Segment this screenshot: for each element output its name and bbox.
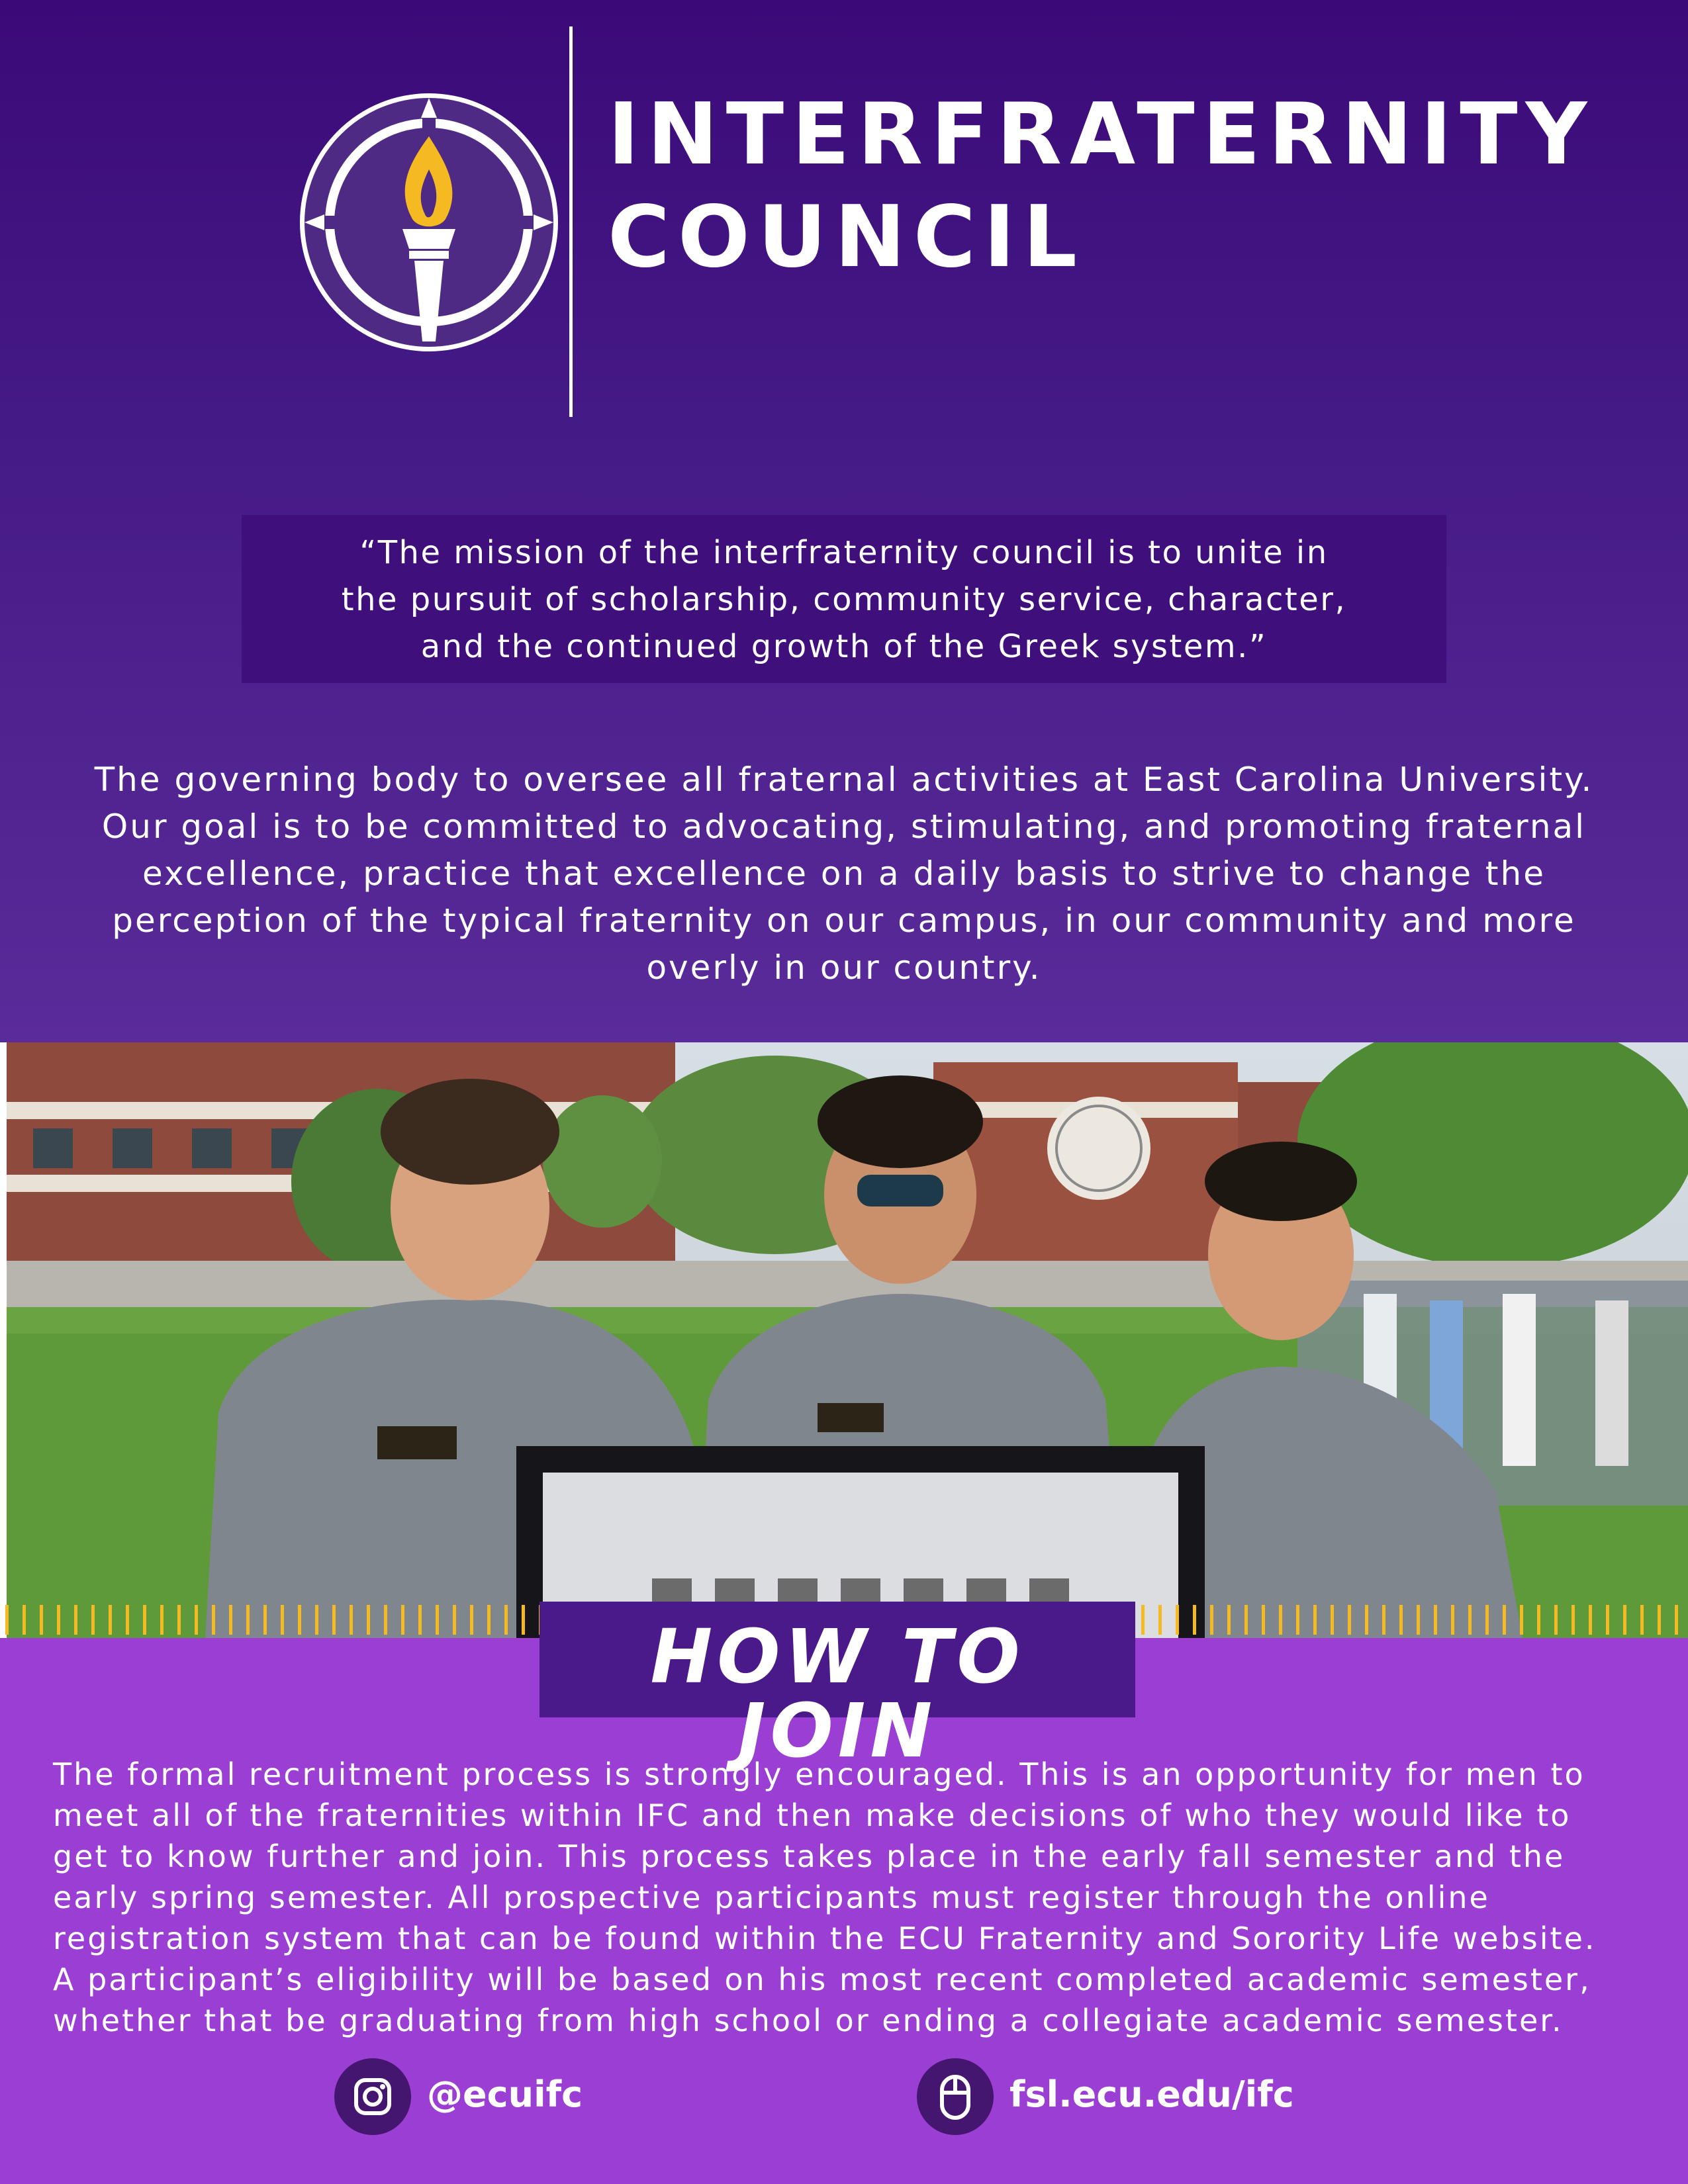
website-link[interactable]: fsl.ecu.edu/ifc (1009, 2073, 1294, 2115)
gold-tick (1176, 1605, 1179, 1635)
header-divider (569, 26, 573, 417)
gold-tick (1348, 1605, 1351, 1635)
mission-quote: “The mission of the interfraternity council is to unite in the pursuit of scholarship, community service, character, and the continued growth of the Greek system.” (341, 534, 1347, 665)
gold-tick (1451, 1605, 1454, 1635)
gold-tick (1606, 1605, 1609, 1635)
gold-tick (1537, 1605, 1540, 1635)
gold-tick (1520, 1605, 1523, 1635)
gold-tick (1554, 1605, 1558, 1635)
gold-tick (1623, 1605, 1626, 1635)
gold-tick (1468, 1605, 1472, 1635)
gold-tick (436, 1605, 439, 1635)
gold-tick (160, 1605, 164, 1635)
join-heading: HOW TO JOIN (650, 1614, 1025, 1774)
gold-tick (1296, 1605, 1299, 1635)
join-heading-box (539, 1602, 1135, 1774)
gold-tick (1485, 1605, 1489, 1635)
gold-tick (177, 1605, 181, 1635)
gold-tick (1399, 1605, 1403, 1635)
gold-tick (367, 1605, 370, 1635)
gold-tick (74, 1605, 77, 1635)
about-paragraph: The governing body to oversee all fraternal activities at East Carolina University. Our goal is to be committed to advocating, stimulating, and promoting fraternal excellence, practice that excellence on a daily basis to strive to change the perception of the typical fraternity on our campus, in our community and more overly in our country. (94, 760, 1594, 987)
gold-tick (453, 1605, 456, 1635)
gold-tick (126, 1605, 129, 1635)
gold-tick (1210, 1605, 1213, 1635)
gold-tick (418, 1605, 422, 1635)
gold-tick (1227, 1605, 1231, 1635)
gold-tick (1589, 1605, 1592, 1635)
gold-tick (195, 1605, 198, 1635)
gold-tick (57, 1605, 60, 1635)
gold-tick (1382, 1605, 1385, 1635)
group-photo (7, 1042, 1688, 1638)
gold-tick (143, 1605, 146, 1635)
title-line-1: INTERFRATERNITY (608, 85, 1595, 184)
gold-tick (1640, 1605, 1644, 1635)
gold-tick (212, 1605, 215, 1635)
gold-tick (384, 1605, 387, 1635)
gold-tick (522, 1605, 525, 1635)
gold-tick (40, 1605, 43, 1635)
gold-tick (1658, 1605, 1661, 1635)
gold-tick (229, 1605, 232, 1635)
gold-tick (1158, 1605, 1162, 1635)
mission-box (242, 515, 1446, 683)
gold-tick (109, 1605, 112, 1635)
gold-tick (1244, 1605, 1248, 1635)
gold-tick (246, 1605, 250, 1635)
gold-tick (487, 1605, 491, 1635)
join-paragraph: The formal recruitment process is strongly encouraged. This is an opportunity for men to meet all of the fraternities within IFC and then make decisions of who they would like to get to know further and join. This process takes place in the early fall semester and the early spring semester. All prospective participants must register through the online registration system that can be found within the ECU Fraternity and Sorority Life website. A participant’s eligibility will be based on his most recent completed academic semester, whether that be graduating from high school or ending a collegiate academic semester. (53, 1756, 1597, 2038)
gold-tick (1417, 1605, 1420, 1635)
gold-tick (401, 1605, 404, 1635)
gold-tick (504, 1605, 508, 1635)
gold-tick (1503, 1605, 1506, 1635)
gold-tick (350, 1605, 353, 1635)
mouse-icon[interactable] (917, 2058, 994, 2135)
gold-tick (1141, 1605, 1145, 1635)
instagram-handle[interactable]: @ecuifc (427, 2073, 583, 2115)
gold-tick (315, 1605, 318, 1635)
gold-tick (5, 1605, 9, 1635)
instagram-icon[interactable] (334, 2058, 411, 2135)
gold-tick (1262, 1605, 1265, 1635)
gold-tick (1331, 1605, 1334, 1635)
gold-tick (23, 1605, 26, 1635)
gold-tick (1571, 1605, 1575, 1635)
gold-tick (263, 1605, 267, 1635)
gold-tick (470, 1605, 473, 1635)
gold-tick (1313, 1605, 1317, 1635)
gold-tick (1193, 1605, 1196, 1635)
gold-tick (91, 1605, 95, 1635)
gold-tick (1675, 1605, 1678, 1635)
gold-tick (1279, 1605, 1282, 1635)
gold-tick (281, 1605, 284, 1635)
title-line-2: COUNCIL (608, 188, 1085, 287)
gold-tick (1365, 1605, 1368, 1635)
gold-tick (298, 1605, 301, 1635)
gold-tick (332, 1605, 336, 1635)
gold-tick (1434, 1605, 1437, 1635)
ifc-logo (297, 90, 561, 355)
